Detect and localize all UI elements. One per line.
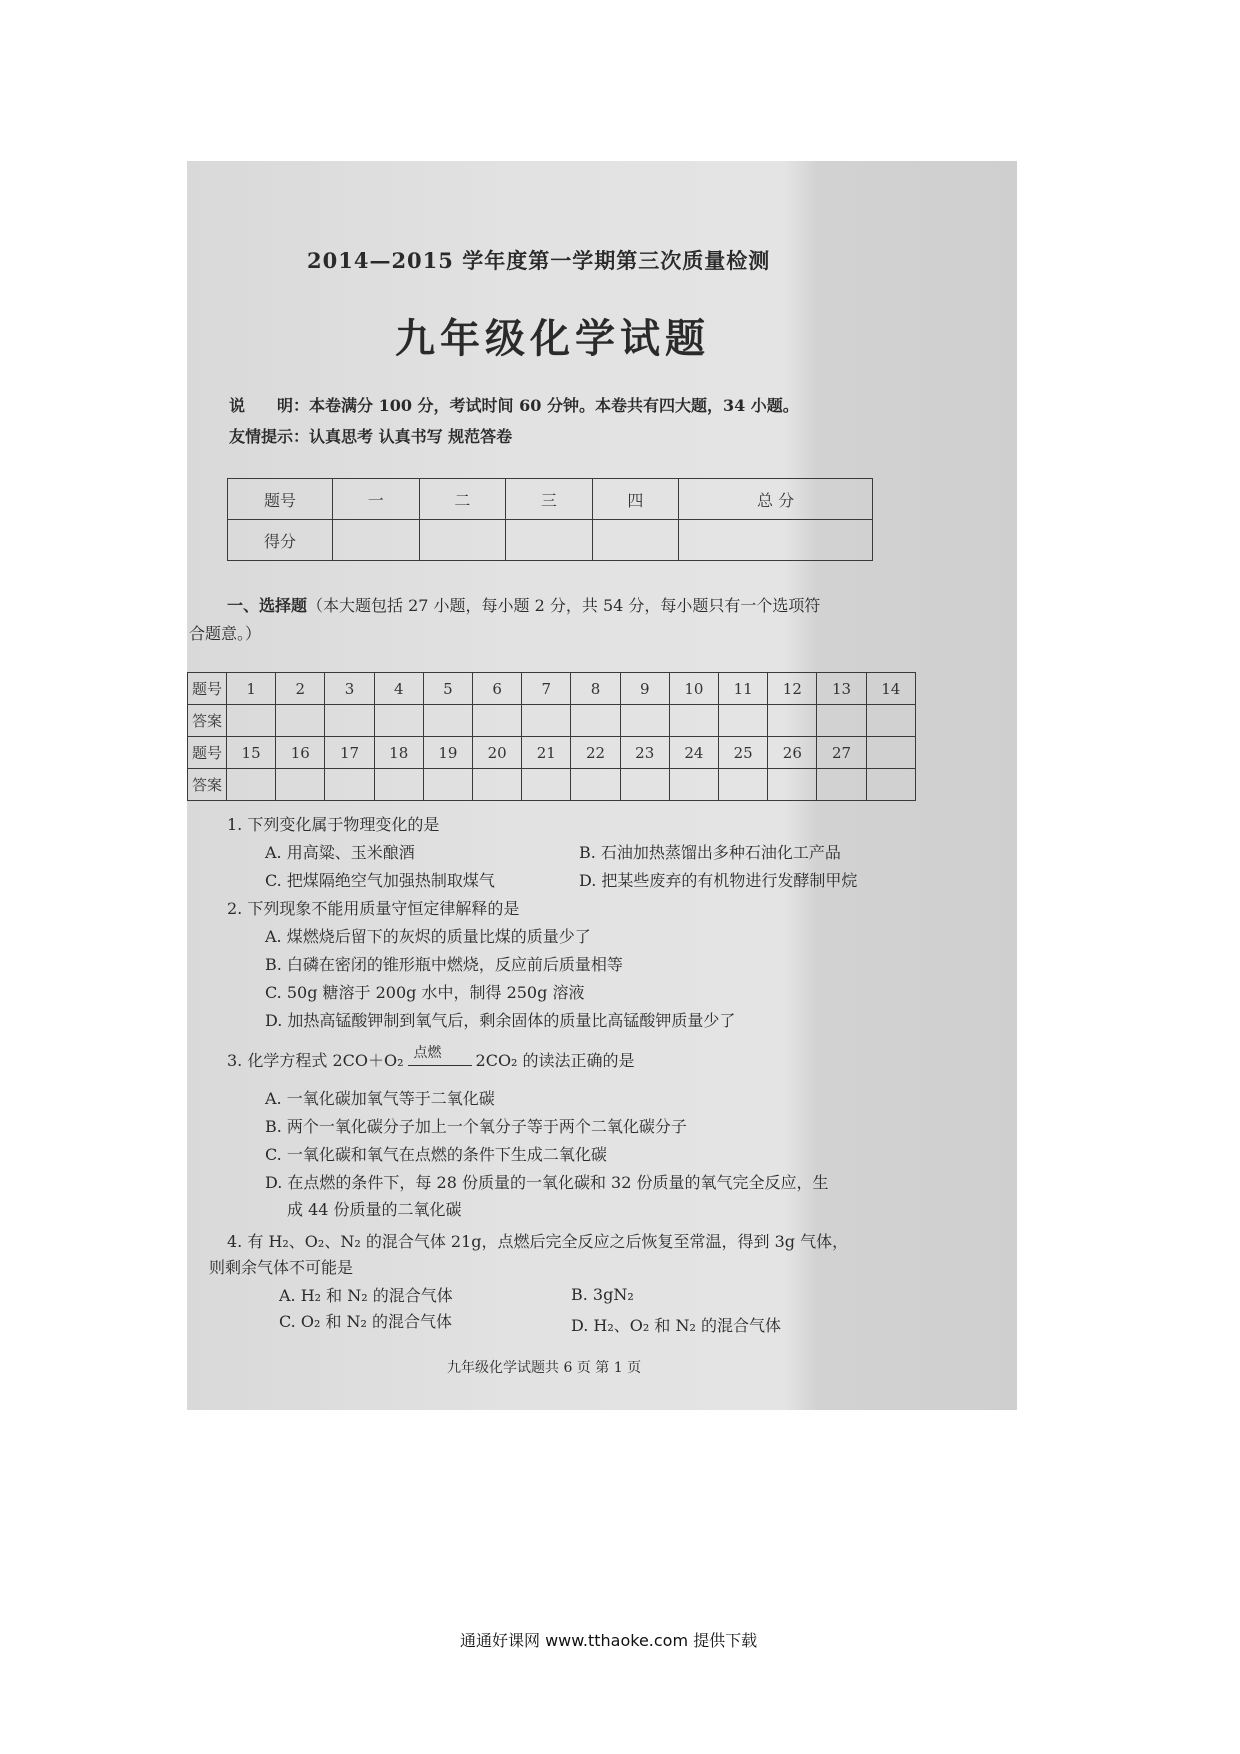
q1-option-a: A. 用高粱、玉米酿酒 [265, 843, 415, 862]
q4-option-a: A. H₂ 和 N₂ 的混合气体 [279, 1286, 453, 1305]
reaction-line [408, 1065, 472, 1066]
q1-option-c: C. 把煤隔绝空气加强热制取煤气 [265, 871, 495, 890]
q3-option-b: B. 两个一氧化碳分子加上一个氧分子等于两个二氧化碳分子 [265, 1117, 687, 1136]
score-table [227, 478, 873, 561]
score-cell: 二 [419, 479, 506, 520]
question-number-cell: 27 [817, 737, 866, 769]
q3-option-a: A. 一氧化碳加氧气等于二氧化碳 [265, 1089, 495, 1108]
question-number-cell: 6 [473, 673, 522, 705]
q3-option-d: D. 在点燃的条件下，每 28 份质量的一氧化碳和 32 份质量的氧气完全反应，生 [265, 1173, 829, 1192]
q2-option-c: C. 50g 糖溶于 200g 水中，制得 250g 溶液 [265, 983, 585, 1002]
q1-option-d: D. 把某些废弃的有机物进行发酵制甲烷 [579, 871, 858, 890]
q4-option-b: B. 3gN₂ [571, 1285, 634, 1304]
answer-blank-cell [473, 705, 522, 737]
answer-blank-cell [866, 769, 915, 801]
question-number-cell: 1 [227, 673, 276, 705]
question-number-cell: 15 [227, 737, 276, 769]
q4-option-d: D. H₂、O₂ 和 N₂ 的混合气体 [571, 1316, 782, 1335]
exam-photo [187, 161, 1017, 1410]
reaction-arrow [408, 1044, 472, 1073]
answer-row-label: 题号 [188, 737, 227, 769]
section1-note: （本大题包括 27 小题，每小题 2 分，共 54 分，每小题只有一个选项符 [307, 596, 821, 615]
question-number-cell: 2 [276, 673, 325, 705]
q3-stem-prefix: 3. 化学方程式 2CO＋O₂ [227, 1051, 404, 1070]
answer-blank-cell [571, 705, 620, 737]
score-cell: 三 [506, 479, 593, 520]
answer-blank-cell [276, 705, 325, 737]
answer-blank-cell [325, 705, 374, 737]
question-number-cell: 14 [866, 673, 915, 705]
answer-blank-cell [227, 705, 276, 737]
question-number-cell: 20 [473, 737, 522, 769]
answer-blank-cell [571, 769, 620, 801]
question-number-cell: 18 [374, 737, 423, 769]
answer-row-label: 题号 [188, 673, 227, 705]
question-number-cell: 16 [276, 737, 325, 769]
score-blank [419, 520, 506, 561]
score-cell: 总 分 [679, 479, 873, 520]
exam-tip: 友情提示：认真思考 认真书写 规范答卷 [229, 427, 513, 446]
answer-blank-cell [522, 769, 571, 801]
answer-blank-cell [669, 769, 718, 801]
q3-option-d-cont: 成 44 份质量的二氧化碳 [287, 1200, 462, 1219]
question-number-cell: 13 [817, 673, 866, 705]
answer-table [187, 672, 916, 801]
answer-table-answer-row-2 [188, 769, 916, 801]
exam-title: 九年级化学试题 [395, 315, 710, 362]
q3-stem [227, 1044, 635, 1073]
answer-blank-cell [522, 705, 571, 737]
score-cell: 题号 [228, 479, 333, 520]
question-number-cell: 17 [325, 737, 374, 769]
question-number-cell: 19 [423, 737, 472, 769]
section1-intro [227, 593, 820, 616]
q2-option-b: B. 白磷在密闭的锥形瓶中燃烧，反应前后质量相等 [265, 955, 623, 974]
question-number-cell: 23 [620, 737, 669, 769]
answer-blank-cell [817, 769, 866, 801]
page-footer: 九年级化学试题共 6 页 第 1 页 [447, 1360, 642, 1376]
question-number-cell: 4 [374, 673, 423, 705]
section1-note-line2: 合题意。） [189, 624, 262, 643]
question-number-cell: 24 [669, 737, 718, 769]
answer-table-number-row-2 [188, 737, 916, 769]
answer-blank-cell [719, 705, 768, 737]
question-number-cell: 12 [768, 673, 817, 705]
answer-row-label: 答案 [188, 769, 227, 801]
score-blank [592, 520, 679, 561]
answer-blank-cell [719, 769, 768, 801]
answer-row-label: 答案 [188, 705, 227, 737]
answer-blank-cell [374, 705, 423, 737]
exam-description: 说 明：本卷满分 100 分，考试时间 60 分钟。本卷共有四大题，34 小题。 [229, 396, 799, 415]
question-number-cell: 3 [325, 673, 374, 705]
score-cell: 一 [333, 479, 420, 520]
question-number-cell: 22 [571, 737, 620, 769]
answer-table-number-row-1 [188, 673, 916, 705]
question-number-cell [866, 737, 915, 769]
answer-blank-cell [325, 769, 374, 801]
score-table-header-row [228, 479, 873, 520]
question-number-cell: 5 [423, 673, 472, 705]
answer-blank-cell [620, 705, 669, 737]
answer-table-answer-row-1 [188, 705, 916, 737]
q2-stem: 2. 下列现象不能用质量守恒定律解释的是 [227, 899, 520, 918]
site-footer: 通通好课网 www.tthaoke.com 提供下载 [460, 1631, 758, 1650]
section1-heading: 一、选择题 [227, 596, 308, 615]
score-cell: 四 [592, 479, 679, 520]
q3-option-c: C. 一氧化碳和氧气在点燃的条件下生成二氧化碳 [265, 1145, 607, 1164]
exam-subtitle: 2014—2015 学年度第一学期第三次质量检测 [307, 248, 771, 273]
reaction-condition: 点燃 [413, 1044, 442, 1061]
question-number-cell: 9 [620, 673, 669, 705]
answer-blank-cell [669, 705, 718, 737]
q4-stem: 4. 有 H₂、O₂、N₂ 的混合气体 21g，点燃后完全反应之后恢复至常温，得到 3g 气体， [227, 1232, 849, 1251]
score-row-label: 得分 [228, 520, 333, 561]
score-blank [679, 520, 873, 561]
question-number-cell: 7 [522, 673, 571, 705]
question-number-cell: 21 [522, 737, 571, 769]
answer-blank-cell [423, 769, 472, 801]
answer-blank-cell [768, 769, 817, 801]
answer-blank-cell [817, 705, 866, 737]
q2-option-d: D. 加热高锰酸钾制到氧气后，剩余固体的质量比高锰酸钾质量少了 [265, 1011, 736, 1030]
answer-blank-cell [423, 705, 472, 737]
answer-blank-cell [276, 769, 325, 801]
q4-stem-cont: 则剩余气体不可能是 [209, 1258, 354, 1277]
question-number-cell: 11 [719, 673, 768, 705]
q3-stem-suffix: 2CO₂ 的读法正确的是 [475, 1051, 635, 1070]
q2-option-a: A. 煤燃烧后留下的灰烬的质量比煤的质量少了 [265, 927, 591, 946]
score-table-score-row [228, 520, 873, 561]
answer-blank-cell [473, 769, 522, 801]
question-number-cell: 10 [669, 673, 718, 705]
answer-blank-cell [620, 769, 669, 801]
question-number-cell: 8 [571, 673, 620, 705]
answer-blank-cell [768, 705, 817, 737]
question-number-cell: 25 [719, 737, 768, 769]
score-blank [506, 520, 593, 561]
q4-option-c: C. O₂ 和 N₂ 的混合气体 [279, 1312, 453, 1331]
answer-blank-cell [866, 705, 915, 737]
answer-blank-cell [374, 769, 423, 801]
q1-stem: 1. 下列变化属于物理变化的是 [227, 815, 440, 834]
answer-blank-cell [227, 769, 276, 801]
score-blank [333, 520, 420, 561]
q1-option-b: B. 石油加热蒸馏出多种石油化工产品 [579, 843, 841, 862]
question-number-cell: 26 [768, 737, 817, 769]
